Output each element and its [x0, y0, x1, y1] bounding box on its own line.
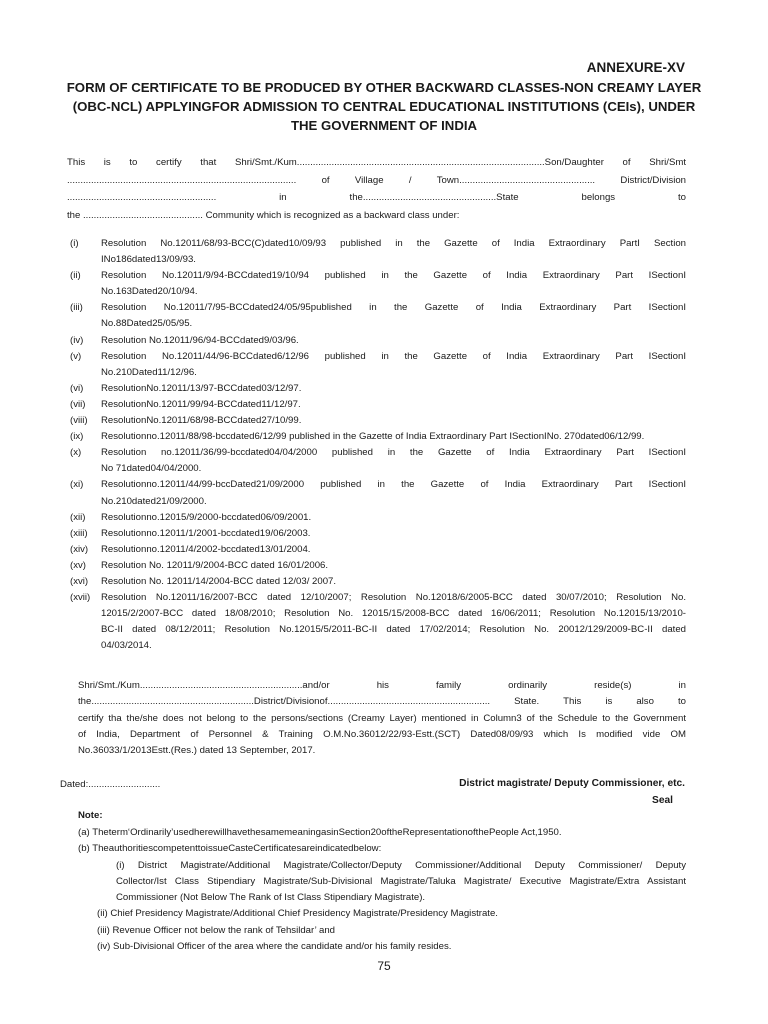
- notes-section: [78, 825, 686, 955]
- resolution-number: (iii): [70, 302, 83, 314]
- resolution-number: (xiii): [70, 527, 88, 539]
- resolution-line: Resolution No.12011/44/96-BCCdated6/12/96 published in the Gazette of India Extraordinary Part ISectionI: [101, 350, 686, 362]
- resolution-item: [70, 510, 686, 526]
- resolution-text: [101, 236, 686, 268]
- resolution-text: [101, 558, 686, 574]
- resolution-line: 12015/2/2007-BCC dated 18/08/2010; Resolution No. 12015/15/2008-BCC dated 16/06/2011; Resolution No.12015/13/2010-: [101, 608, 686, 620]
- reside-line: of India, Department of Personnel & Training O.M.No.36012/22/93-Estt.(SCT) Dated08/09/93 which Is modified vide OM: [78, 728, 686, 740]
- resolution-line: Resolution No. 12011/14/2004-BCC dated 12/03/ 2007.: [101, 575, 337, 587]
- resolution-line: Resolution No. 12011/9/2004-BCC dated 16/01/2006.: [101, 559, 329, 571]
- resolution-number: (xvi): [70, 575, 89, 587]
- residence-paragraph: [78, 678, 686, 759]
- resolution-line: 04/03/2014.: [101, 640, 152, 652]
- resolution-line: ResolutionNo.12011/99/94-BCCdated11/12/97.: [101, 398, 301, 410]
- resolution-text: [101, 397, 686, 413]
- resolution-text: [101, 349, 686, 381]
- authority-item-iii: (iii) Revenue Officer not below the rank of Tehsildar’ and: [97, 924, 336, 936]
- resolution-item: [70, 542, 686, 558]
- intro-line: the ............................................. Community which is recognized as a backward class under:: [67, 209, 460, 221]
- certification-paragraph: [67, 154, 686, 224]
- intro-line: ........................................................ in the..................................................State belongs to: [67, 192, 686, 203]
- authority-line: Commissioner (Not Below The Rank of Ist Class Stipendiary Magistrate).: [116, 892, 426, 904]
- resolution-item: [70, 413, 686, 429]
- authority-list: [78, 858, 686, 956]
- authority-line: (i) District Magistrate/Additional Magistrate/Collector/Deputy Commissioner/Additional Deputy Commissioner/ Deputy: [116, 859, 686, 871]
- resolution-line: ResolutionNo.12011/68/98-BCCdated27/10/99.: [101, 415, 302, 427]
- resolution-line: Resolution No.12011/16/2007-BCC dated 12/10/2007; Resolution No.12018/6/2005-BCC dated 30/07/2010; Resolution No.: [101, 592, 686, 604]
- resolution-line: No 71dated04/04/2000.: [101, 463, 202, 475]
- resolution-list: [70, 236, 686, 654]
- resolution-line: Resolution No.12011/7/95-BCCdated24/05/95published in the Gazette of India Extraordinary Part ISectionI: [101, 302, 686, 314]
- intro-line: ...................................................................................... of Village / Town................................................... District/Division: [67, 174, 686, 186]
- resolution-line: Resolutionno.12011/1/2001-bccdated19/06/2003.: [101, 527, 311, 539]
- resolution-item: [70, 333, 686, 349]
- resolution-number: (vii): [70, 398, 86, 410]
- resolution-number: (ii): [70, 270, 81, 282]
- resolution-line: INo186dated13/09/93.: [101, 254, 196, 266]
- resolution-item: [70, 590, 686, 654]
- resolution-number: (xii): [70, 511, 86, 523]
- resolution-text: [101, 574, 686, 590]
- resolution-text: [101, 429, 686, 445]
- resolution-text: [101, 590, 686, 654]
- resolution-text: [101, 542, 686, 558]
- resolution-line: Resolution No.12011/68/93-BCC(C)dated10/09/93 published in the Gazette of India Extraordinary PartI Section: [101, 238, 686, 249]
- resolution-line: Resolutionno.12011/88/98-bccdated6/12/99 published in the Gazette of India Extraordinary Part ISectionINo. 270dated06/12/99.: [101, 431, 645, 443]
- page-number: 75: [377, 959, 391, 973]
- resolution-item: [70, 526, 686, 542]
- form-title: [60, 78, 708, 135]
- authority-item-ii: (ii) Chief Presidency Magistrate/Additional Chief Presidency Magistrate/Presidency Magistrate.: [97, 908, 498, 920]
- resolution-number: (iv): [70, 334, 84, 346]
- resolution-number: (xi): [70, 479, 84, 491]
- reside-line: No.36033/1/2013Estt.(Res.) dated 13 September, 2017.: [78, 745, 316, 757]
- reside-line: Shri/Smt./Kum.............................................................and/or his family ordinarily reside(s) in: [78, 680, 686, 691]
- resolution-line: BC-II dated 08/12/2011; Resolution No.12015/5/2011-BC-II dated 17/02/2014; Resolution No. 20012/129/2009-BC-II dated: [101, 624, 686, 636]
- resolution-line: No.210Dated11/12/96.: [101, 366, 197, 378]
- resolution-line: No.210dated21/09/2000.: [101, 495, 207, 507]
- resolution-number: (xvii): [70, 592, 91, 604]
- title-line: FORM OF CERTIFICATE TO BE PRODUCED BY OTHER BACKWARD CLASSES-NON CREAMY LAYER: [66, 80, 702, 95]
- resolution-text: [101, 381, 686, 397]
- resolution-number: (v): [70, 350, 82, 362]
- resolution-item: [70, 429, 686, 445]
- authority-item-iv: (iv) Sub-Divisional Officer of the area where the candidate and/or his family resides.: [97, 941, 452, 953]
- resolution-item: [70, 300, 686, 332]
- resolution-number: (x): [70, 447, 82, 459]
- resolution-number: (vi): [70, 382, 84, 394]
- authority-line: Collector/Ist Class Stipendiary Magistrate/Sub-Divisional Magistrate/Taluka Magistrate/ Executive Magistrate/Extra Assistant: [116, 875, 686, 887]
- resolution-line: No.163Dated20/10/94.: [101, 286, 198, 298]
- resolution-line: Resolution No.12011/9/94-BCCdated19/10/94 published in the Gazette of India Extraordinary Part ISectionI: [101, 270, 686, 282]
- resolution-line: Resolution no.12011/36/99-bccdated04/04/2000 published in the Gazette of India Extraordinary Part ISectionI: [101, 447, 686, 459]
- authority-item-i: [97, 858, 686, 907]
- title-line: THE GOVERNMENT OF INDIA: [290, 118, 478, 133]
- resolution-item: [70, 558, 686, 574]
- title-line: (OBC-NCL) APPLYINGFOR ADMISSION TO CENTRAL EDUCATIONAL INSTITUTIONS (CEIs), UNDER: [72, 99, 696, 114]
- reside-line: the.............................................................District/Divisionof............................................................. State. This is also to: [78, 696, 686, 708]
- resolution-number: (i): [70, 238, 79, 249]
- resolution-text: [101, 413, 686, 429]
- dated-field: Dated:...........................: [60, 779, 161, 790]
- note-a: (a) Theterm‘Ordinarily’usedherewillhavethesamemeaningasinSection20oftheRepresentationofthePeople Act,1950.: [78, 827, 562, 838]
- resolution-line: Resolutionno.12011/4/2002-bccdated13/01/2004.: [101, 543, 311, 555]
- annexure-label: ANNEXURE-XV: [586, 60, 685, 75]
- resolution-line: ResolutionNo.12011/13/97-BCCdated03/12/97.: [101, 382, 302, 394]
- resolution-number: (xv): [70, 559, 86, 571]
- reside-line: certify tha the/she does not belong to the persons/sections (Creamy Layer) mentioned in Column3 of the Schedule to the Government: [78, 712, 686, 724]
- resolution-text: [101, 445, 686, 477]
- note-heading: Note:: [78, 810, 103, 821]
- seal-label: Seal: [652, 795, 673, 806]
- resolution-item: [70, 381, 686, 397]
- resolution-item: [70, 445, 686, 477]
- resolution-number: (viii): [70, 415, 88, 427]
- resolution-text: [101, 333, 686, 349]
- intro-line: This is to certify that Shri/Smt./Kum.............................................................................................Son/Daughter of Shri/Smt: [67, 157, 686, 168]
- resolution-text: [101, 510, 686, 526]
- resolution-item: [70, 268, 686, 300]
- resolution-line: No.88Dated25/05/95.: [101, 318, 193, 330]
- resolution-text: [101, 268, 686, 300]
- resolution-item: [70, 349, 686, 381]
- resolution-line: Resolutionno.12015/9/2000-bccdated06/09/2001.: [101, 511, 312, 523]
- resolution-item: [70, 236, 686, 268]
- resolution-text: [101, 526, 686, 542]
- resolution-number: (ix): [70, 431, 84, 443]
- resolution-item: [70, 574, 686, 590]
- resolution-text: [101, 477, 686, 509]
- note-b: (b) TheauthoritiescompetenttoissueCasteCertificatesareindicatedbelow:: [78, 843, 382, 855]
- resolution-item: [70, 397, 686, 413]
- resolution-number: (xiv): [70, 543, 89, 555]
- resolution-item: [70, 477, 686, 509]
- signatory-title: District magistrate/ Deputy Commissioner, etc.: [459, 778, 685, 789]
- resolution-line: Resolution No.12011/96/94-BCCdated9/03/96.: [101, 334, 299, 346]
- resolution-line: Resolutionno.12011/44/99-bccDated21/09/2000 published in the Gazette of India Extraordinary Part ISectionI: [101, 479, 686, 491]
- resolution-text: [101, 300, 686, 332]
